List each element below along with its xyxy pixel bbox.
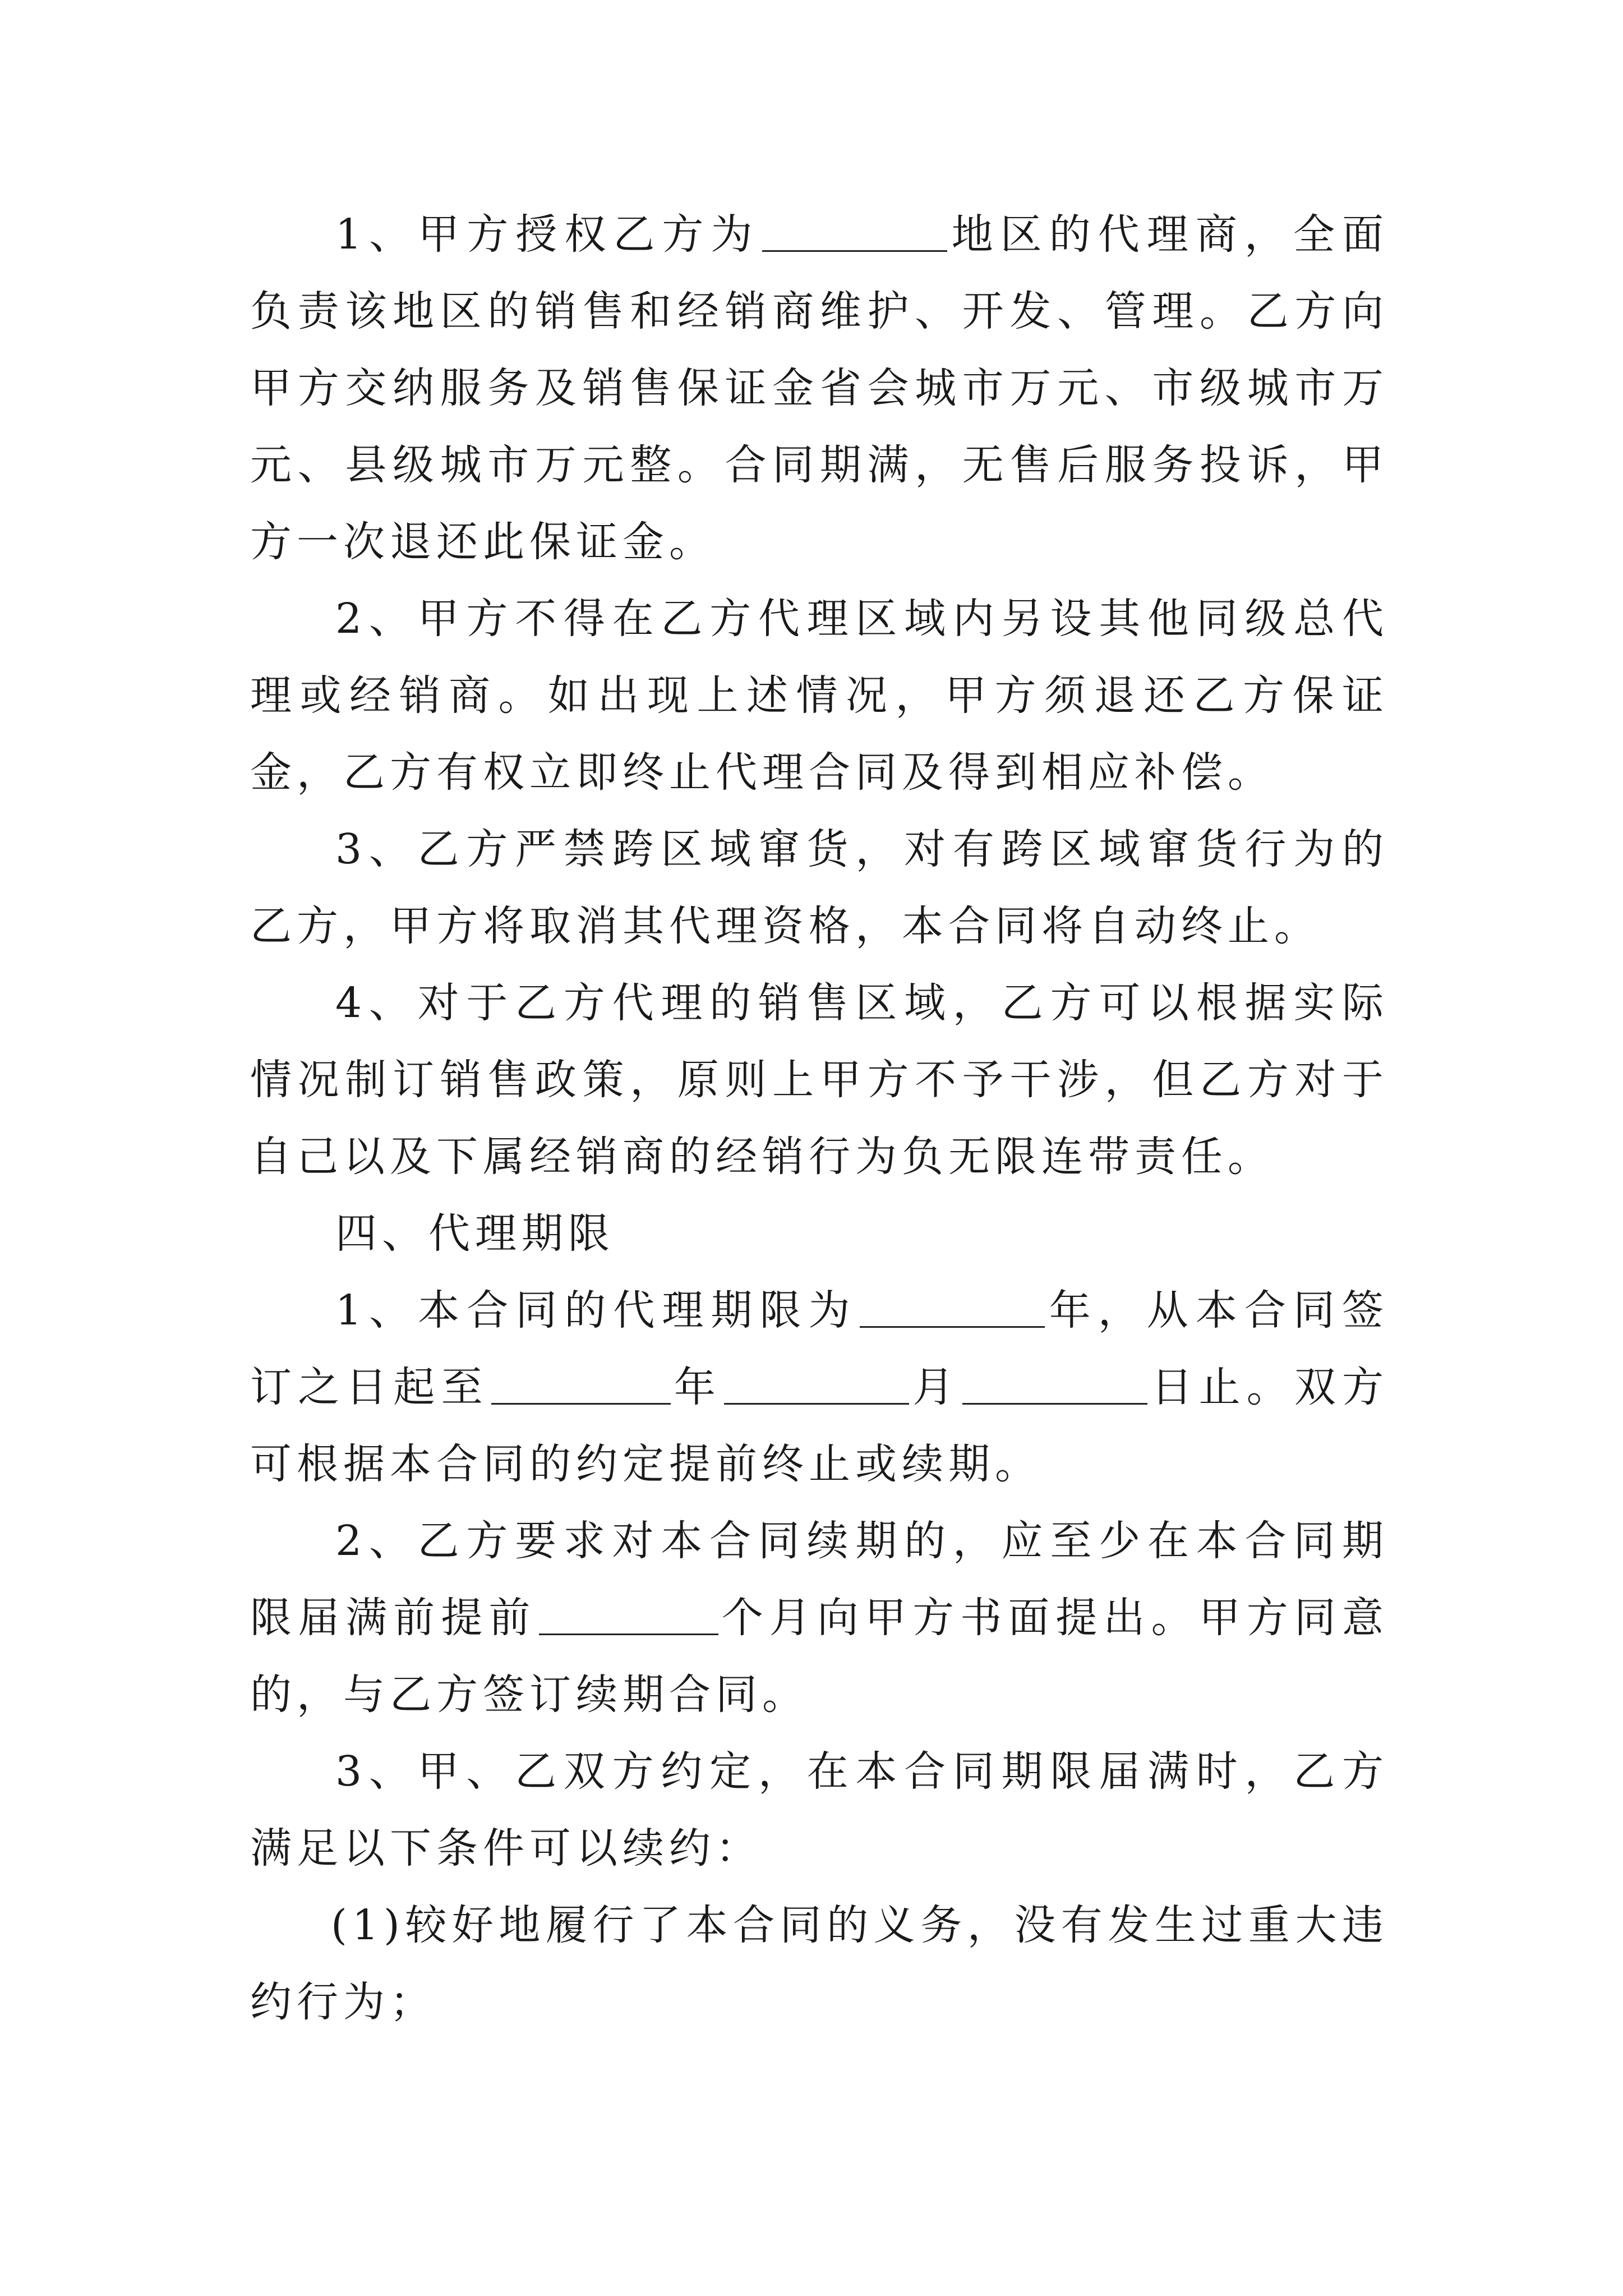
- months-blank: [539, 1592, 718, 1635]
- paragraph-cross-region: 3、乙方严禁跨区域窜货，对有跨区域窜货行为的乙方，甲方将取消其代理资格，本合同将自动终止。: [250, 825, 1389, 950]
- paragraph-text: 个月向甲方书面提出。甲方同意的，与乙方签订续期合同。: [250, 1594, 1389, 1719]
- paragraph-renewal-conditions: 3、甲、乙双方约定，在本合同期限届满时，乙方满足以下条件可以续约：: [250, 1747, 1389, 1872]
- paragraph-authorization: [250, 196, 1389, 581]
- paragraph-text: 年，从本合同签订之日起至: [250, 1286, 1389, 1411]
- end-year-blank: [491, 1361, 671, 1405]
- paragraph-text: 1、甲方授权乙方为: [335, 210, 760, 259]
- paragraph-text: 1、本合同的代理期限为: [335, 1286, 857, 1335]
- paragraph-exclusivity: 2、甲方不得在乙方代理区域内另设其他同级总代理或经销商。如出现上述情况，甲方须退还乙方保证金，乙方有权立即终止代理合同及得到相应补偿。: [250, 595, 1389, 797]
- document-body: [250, 196, 1389, 2041]
- paragraph-sales-policy: 4、对于乙方代理的销售区域，乙方可以根据实际情况制订销售政策，原则上甲方不予干涉，但乙方对于自己以及下属经销商的经销行为负无限连带责任。: [250, 979, 1389, 1181]
- paragraph-term-period: [250, 1272, 1389, 1503]
- years-blank: [860, 1285, 1045, 1328]
- paragraph-condition-1: (1)较好地履行了本合同的义务，没有发生过重大违约行为；: [250, 1901, 1389, 2026]
- paragraph-text: 年: [672, 1363, 722, 1411]
- section-heading-term: 四、代理期限: [335, 1209, 615, 1258]
- region-blank: [762, 209, 947, 252]
- end-month-blank: [724, 1361, 909, 1405]
- paragraph-text: 日止。双方可根据本合同的约定提前终止或续期。: [250, 1363, 1389, 1488]
- paragraph-text: 地区的代理商，全面负责该地区的销售和经销商维护、开发、管理。乙方向甲方交纳服务及销售保证金省会城市万元、市级城市万元、县级城市万元整。合同期满，无售后服务投诉，甲方一次退还此保证金。: [250, 210, 1389, 566]
- paragraph-renewal-request: [250, 1503, 1389, 1733]
- paragraph-text: 2、乙方要求对本合同续期的，应至少在本合同期限届满前提前: [250, 1517, 1389, 1642]
- end-day-blank: [962, 1361, 1147, 1405]
- paragraph-text: 月: [911, 1363, 961, 1411]
